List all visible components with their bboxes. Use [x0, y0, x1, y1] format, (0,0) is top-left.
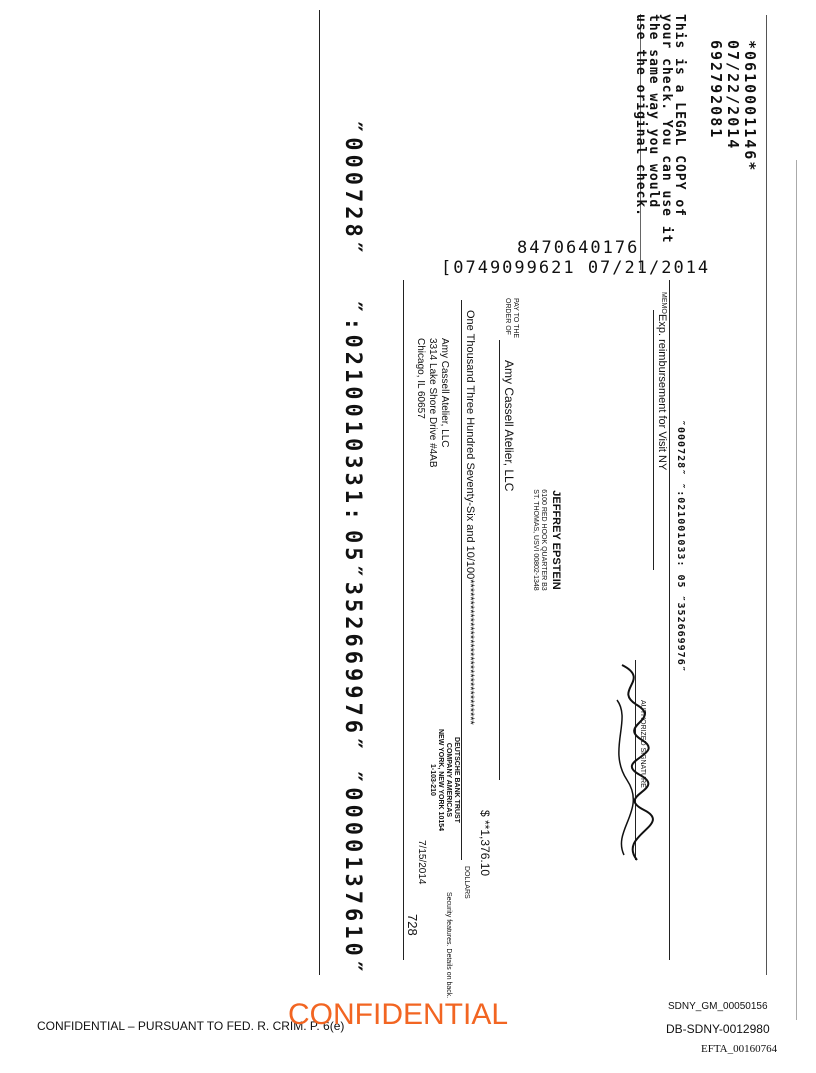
payee-address-1: Amy Cassell Atelier, LLC: [439, 338, 450, 448]
micr-segment-routing: ″:0210010331:: [340, 300, 365, 525]
micr-segment-amount: ″0000137610″: [340, 770, 365, 977]
signature-image: [602, 660, 662, 870]
check-image: [400, 280, 686, 999]
scan-edge-right: [766, 15, 767, 975]
memo: Exp. reimbursement for Visit NY: [656, 314, 668, 471]
bates-number-2: DB-SDNY-0012980: [666, 1022, 770, 1036]
check-face: [400, 280, 686, 999]
pay-to-label-2: ORDER OF: [504, 298, 511, 335]
payee-address-2: 3314 Lake Shore Drive #4AB: [427, 338, 438, 468]
security-features-text: Security features. Details on back.: [445, 892, 452, 999]
dollars-label: DOLLARS: [463, 866, 470, 899]
pay-to-label-1: PAY TO THE: [512, 298, 519, 339]
legal-text-line: use the original check.: [633, 14, 648, 218]
bank-line-4: 1-103-210: [429, 764, 436, 796]
amount: $ **1,376.10: [478, 810, 492, 877]
payer-address-2: ST. THOMAS, USVI 00802-1348: [532, 489, 539, 591]
amount-words: One Thousand Three Hundred Seventy-Six and 10/100**********************************: [464, 310, 476, 725]
memo-label: MEMO: [660, 292, 667, 314]
legal-id-line: 692792081: [707, 40, 725, 140]
signature-caption: AUTHORIZED SIGNATURE: [639, 700, 646, 788]
micr-column: [340, 120, 395, 980]
scan-edge-left: [319, 10, 320, 975]
check-micr-line: ″000728″ ″:021001033: 05 ″352669976″: [675, 420, 686, 673]
payer-name: JEFFREY EPSTEIN: [550, 490, 562, 590]
bank-line-3: NEW YORK, NEW YORK 10154: [437, 728, 444, 832]
micr-segment-check-number: ″000728″: [340, 120, 365, 258]
bank-name: DEUTSCHE BANK TRUST: [453, 737, 460, 823]
confidential-stamp: CONFIDENTIAL: [288, 998, 509, 1031]
routing-date-line: [0749099621 07/21/2014: [441, 258, 711, 278]
check-number: 728: [405, 914, 420, 936]
bates-number-1: SDNY_GM_00050156: [668, 1001, 768, 1012]
bank-line-2: COMPANY AMERICAS: [445, 742, 452, 818]
legal-text-line: the same way you would: [646, 14, 661, 209]
payer-address-1: 6100 RED HOOK QUARTER B3: [540, 489, 547, 591]
legal-text-line: your check. You can use it: [659, 14, 674, 244]
sequence-number: 8470640176: [517, 238, 640, 258]
legal-text-line: This is a LEGAL COPY of: [672, 14, 687, 218]
micr-segment-account: 05″352669976″: [340, 530, 365, 755]
footer-legal-notice: CONFIDENTIAL – PURSUANT TO FED. R. CRIM. P. 6(e): [37, 1019, 345, 1033]
efta-number: EFTA_00160764: [701, 1043, 778, 1055]
payee-address-3: Chicago, IL 60657: [415, 338, 426, 419]
legal-copy-id: [707, 40, 758, 172]
scan-edge-far-right: [796, 160, 797, 1020]
check-date: 7/15/2014: [416, 840, 427, 885]
payee: Amy Cassell Atelier, LLC: [502, 360, 516, 492]
legal-copy-notice: [634, 14, 686, 244]
legal-id-line: *0610001146*: [741, 40, 759, 173]
legal-id-line: 07/22/2014: [724, 40, 742, 151]
